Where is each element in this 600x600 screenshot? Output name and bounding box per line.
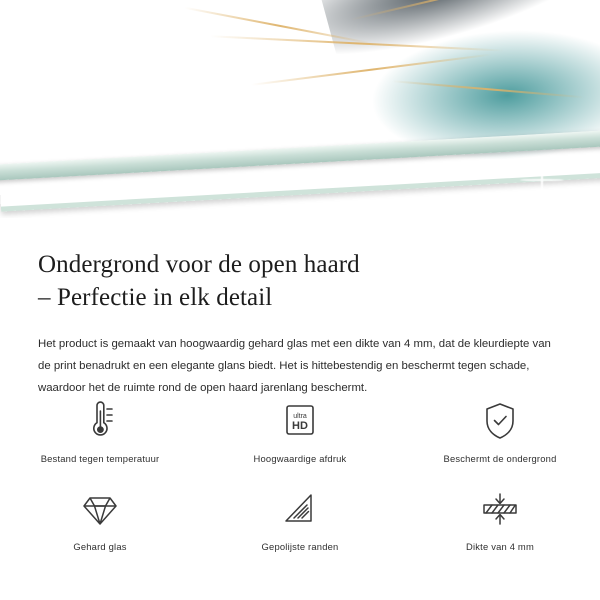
- feature-item-print-quality: [200, 398, 400, 464]
- feature-label: Hoogwaardige afdruk: [253, 453, 347, 464]
- feature-item-temperature: [0, 398, 200, 464]
- feature-item-polished-edges: [200, 486, 400, 552]
- svg-text:HD: HD: [292, 420, 308, 432]
- text-content: [0, 218, 600, 400]
- sparkle-icon: [556, 186, 582, 212]
- svg-text:ultra: ultra: [293, 413, 307, 420]
- description-paragraph: Het product is gemaakt van hoogwaardig gehard glas met een dikte van 4 mm, dat de kleurdiepte van de print benadrukt en een elegante glans biedt. Het is hittebestendig en beschermt tegen schade, waardoor het de ruimte rond de open haard jarenlang beschermt.: [38, 338, 551, 394]
- feature-label: Dikte van 4 mm: [466, 541, 534, 552]
- shield-check-icon: [478, 398, 522, 444]
- feature-label: Gepolijste randen: [261, 541, 339, 552]
- feature-item-surface-protection: [400, 398, 600, 464]
- feature-grid: [0, 398, 600, 552]
- feature-label: Beschermt de ondergrond: [443, 453, 557, 464]
- feature-item-tempered-glass: [0, 486, 200, 552]
- page-title-line-1: Ondergrond voor de open haard: [38, 251, 360, 278]
- feature-label: Bestand tegen temperatuur: [40, 453, 160, 464]
- feature-item-thickness: [400, 486, 600, 552]
- thickness-4mm-icon: [476, 486, 524, 532]
- hero-image: [0, 0, 600, 218]
- polished-edges-icon: [278, 486, 322, 532]
- page-title: [38, 248, 562, 314]
- feature-label: Gehard glas: [73, 541, 127, 552]
- hero-image-inner: [0, 0, 600, 218]
- ultra-hd-icon: [278, 398, 322, 444]
- sparkle-icon: [498, 190, 514, 206]
- glass-panel-graphic: [0, 0, 600, 212]
- thermometer-icon: [80, 398, 120, 444]
- diamond-icon: [77, 486, 123, 532]
- page-title-line-2: – Perfectie in elk detail: [38, 284, 273, 311]
